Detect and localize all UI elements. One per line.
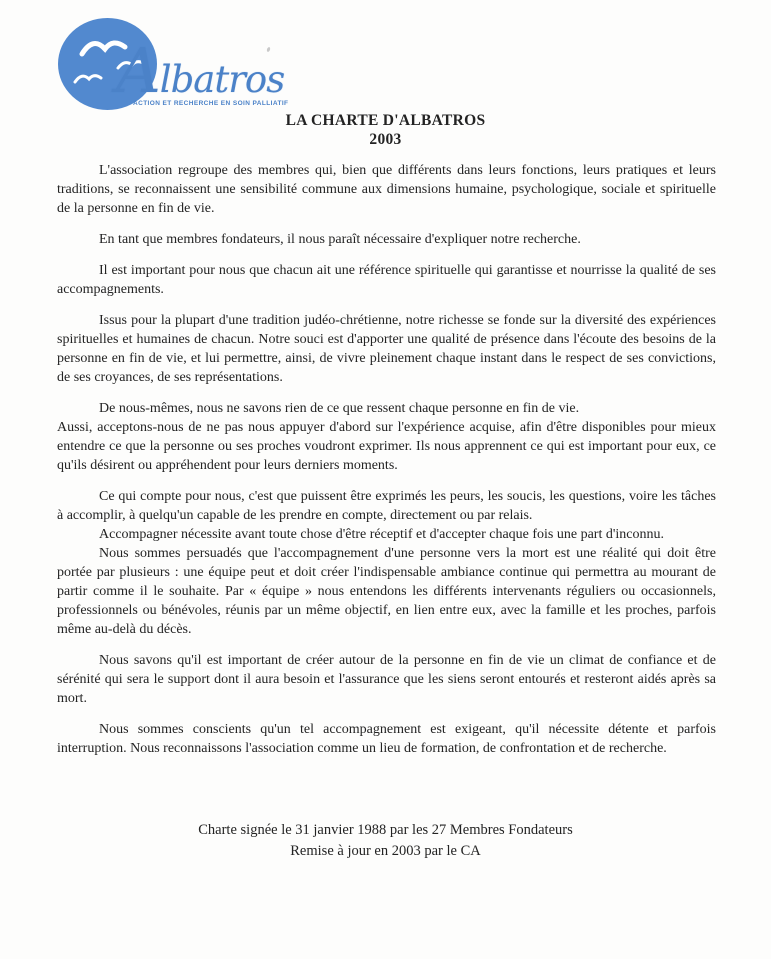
document-title-line: LA CHARTE D'ALBATROS [285, 112, 486, 129]
paragraph: Nous savons qu'il est important de créer autour de la personne en fin de vie un climat de confiance et de sérénité qui sera le support dont il aura besoin et l'assurance que les siens seront entourés et resteront aidés après sa mort. [57, 653, 716, 706]
paragraph: Issus pour la plupart d'une tradition judéo-chrétienne, notre richesse se fonde sur la diversité des expériences spirituelles et humaines de chacun. Notre souci est d'apporter une qualité de présence dans l'écoute des besoins de la personne en fin de vie, et lui permettre, ainsi, de vivre pleinement chaque instant dans le respect de ses convictions, de ses croyances, de ses représentations. [57, 313, 716, 385]
albatros-logo [58, 16, 289, 112]
paragraph: L'association regroupe des membres qui, bien que différents dans leurs fonctions, leurs pratiques et leurs traditions, se reconnaissent une sensibilité commune aux dimensions humaine, psychologique, sociale et spirituelle de la personne en fin de vie. [57, 163, 716, 216]
paragraph: Il est important pour nous que chacun ait une référence spirituelle qui garantisse et nourrisse la qualité de ses accompagnements. [57, 263, 716, 297]
logo-tagline: ACTION ET RECHERCHE EN SOIN PALLIATIF [133, 100, 289, 107]
signature-note [0, 820, 771, 861]
document-body [57, 161, 716, 758]
paragraph: Ce qui compte pour nous, c'est que puissent être exprimés les peurs, les soucis, les questions, voire les tâches à accomplir, à quelqu'un capable de les prendre en compte, directement ou par relais. [57, 489, 716, 523]
signature-line: Charte signée le 31 janvier 1988 par les 27 Membres Fondateurs [198, 822, 573, 838]
logo-wordmark: Albatros [116, 34, 285, 107]
paragraph: De nous-mêmes, nous ne savons rien de ce que ressent chaque personne en fin de vie. [99, 401, 580, 416]
document-title [0, 111, 771, 149]
paragraph: Nous sommes persuadés que l'accompagnement d'une personne vers la mort est une réalité qui doit être portée par plusieurs : une équipe peut et doit créer l'indispensable ambiance continue qui permettra au mourant de partir comme il le souhaite. Par « équipe » nous entendons les différents intervenants réguliers ou occasionnels, professionnels ou bénévoles, réunis par un même objectif, en lien entre eux, avec la famille et les proches, parfois même au-delà du décès. [57, 546, 716, 637]
update-line: Remise à jour en 2003 par le CA [290, 842, 481, 859]
paragraph: Aussi, acceptons-nous de ne pas nous appuyer d'abord sur l'expérience acquise, afin d'être disponibles pour mieux entendre ce que la personne ou ses proches voudront exprimer. Ils nous apprennent ce qui est important pour eux, ce qu'ils désirent ou appréhendent pour leurs derniers moments. [57, 420, 716, 473]
paragraph: En tant que membres fondateurs, il nous paraît nécessaire d'expliquer notre recherche. [99, 232, 581, 247]
paragraph: Accompagner nécessite avant toute chose d'être réceptif et d'accepter chaque fois une part d'inconnu. [99, 527, 664, 542]
paragraph: Nous sommes conscients qu'un tel accompagnement est exigeant, qu'il nécessite détente et parfois interruption. Nous reconnaissons l'association comme un lieu de formation, de confrontation et de recherche. [57, 722, 716, 756]
document-year: 2003 [369, 131, 402, 148]
